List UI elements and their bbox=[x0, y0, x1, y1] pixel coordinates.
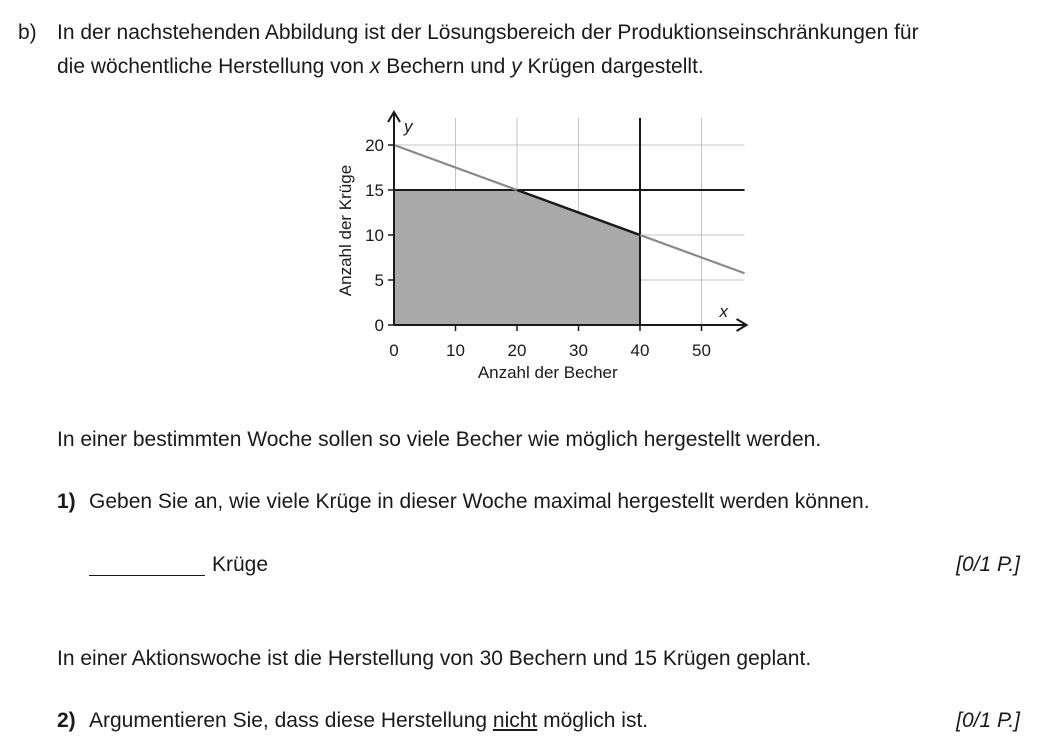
y-tick-label: 0 bbox=[374, 316, 384, 335]
answer-blank[interactable] bbox=[89, 575, 205, 576]
question-2-number: 2) bbox=[57, 709, 76, 732]
x-tick-label: 0 bbox=[389, 341, 399, 360]
question-1-text: Geben Sie an, wie viele Krüge in dieser Woche maximal hergestellt werden können. bbox=[89, 490, 870, 513]
paragraph-2: In einer Aktionswoche ist die Herstellung von 30 Bechern und 15 Krügen geplant. bbox=[57, 647, 812, 670]
x-tick-label: 20 bbox=[507, 341, 527, 360]
points-q1: [0/1 P.] bbox=[956, 553, 1020, 576]
var-x: x bbox=[369, 55, 381, 78]
points-q2: [0/1 P.] bbox=[956, 709, 1020, 732]
x-tick-label: 30 bbox=[569, 341, 588, 360]
part-label: b) bbox=[18, 21, 37, 44]
y-tick-label: 20 bbox=[365, 136, 384, 155]
intro-line-2: die wöchentliche Herstellung von x Bechern und y Krügen dargestellt. bbox=[57, 55, 704, 78]
y-axis-var: y bbox=[404, 117, 413, 136]
var-y: y bbox=[511, 55, 522, 78]
x-axis-var: x bbox=[719, 302, 729, 321]
paragraph-1: In einer bestimmten Woche sollen so viele Becher wie möglich hergestellt werden. bbox=[57, 428, 822, 451]
answer-unit: Krüge bbox=[212, 553, 269, 576]
x-tick-label: 50 bbox=[692, 341, 711, 360]
feasible-region bbox=[394, 190, 640, 325]
x-axis-label: Anzahl der Becher bbox=[477, 363, 618, 382]
y-tick-label: 5 bbox=[374, 271, 384, 290]
x-tick-label: 10 bbox=[446, 341, 465, 360]
y-tick-label: 10 bbox=[365, 226, 384, 245]
constraint-chart bbox=[320, 96, 760, 396]
y-axis-label: Anzahl der Krüge bbox=[336, 164, 355, 297]
intro-line-1: In der nachstehenden Abbildung ist der Lösungsbereich der Produktionseinschränkungen für bbox=[57, 21, 919, 44]
x-tick-label: 40 bbox=[630, 341, 650, 360]
y-tick-label: 15 bbox=[365, 181, 384, 200]
question-1-number: 1) bbox=[57, 490, 76, 513]
question-2-text: Argumentieren Sie, dass diese Herstellung nicht möglich ist. bbox=[89, 709, 649, 732]
underlined-word: nicht bbox=[492, 709, 538, 732]
